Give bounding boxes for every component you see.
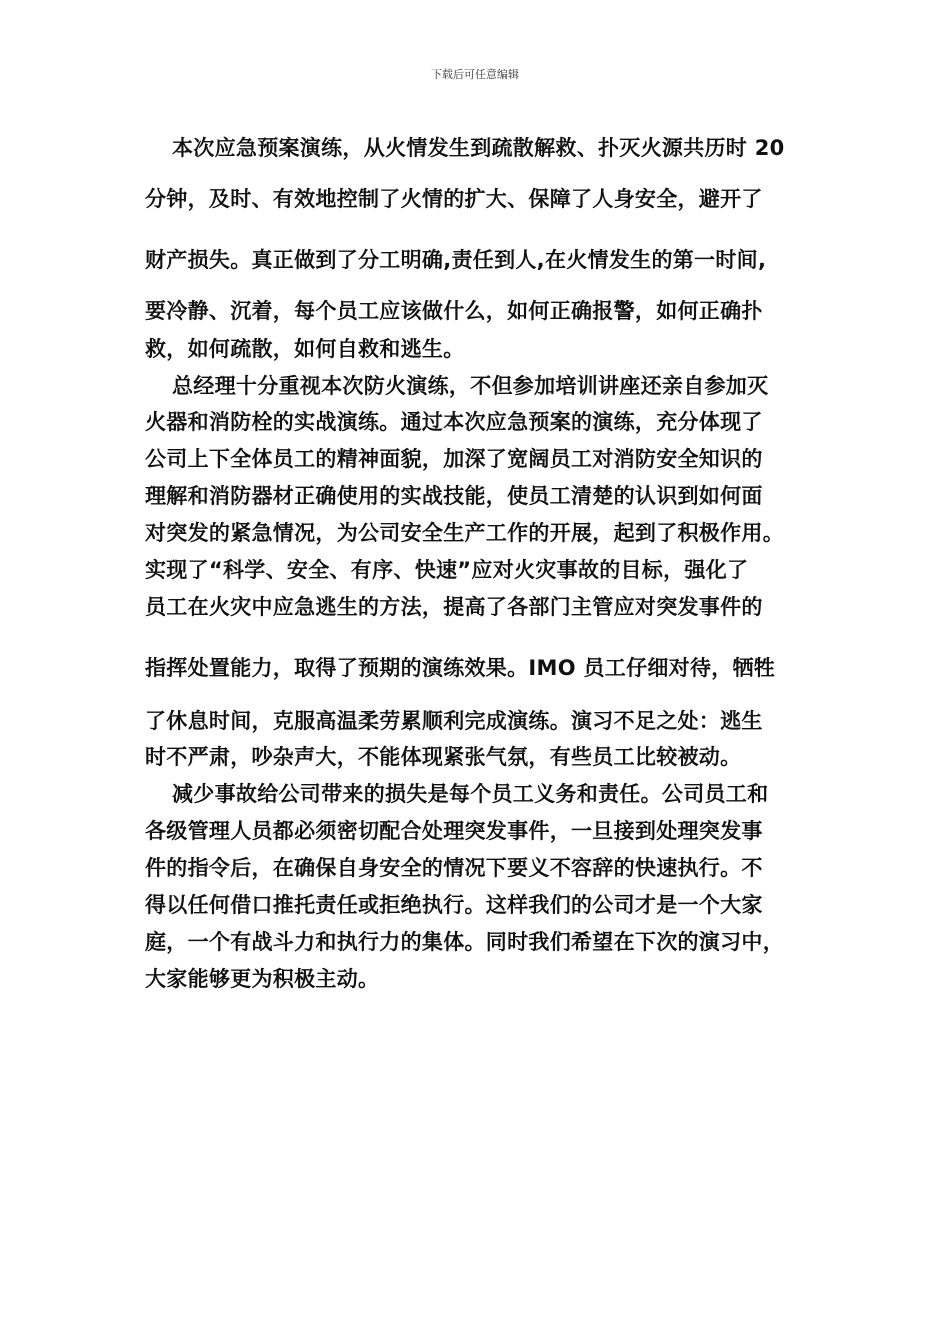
paragraph-2-line-2: 火器和消防栓的实战演练。通过本次应急预案的演练，充分体现了 bbox=[145, 410, 763, 434]
paragraph-1-line-5: 救，如何疏散，如何自救和逃生。 bbox=[145, 337, 465, 361]
paragraph-3-line-2: 各级管理人员都必须密切配合处理突发事件，一旦接到处理突发事 bbox=[145, 819, 763, 843]
paragraph-2-line-5: 对突发的紧急情况，为公司安全生产工作的开展，起到了积极作用。 bbox=[145, 521, 784, 545]
paragraph-3-line-4: 得以任何借口推托责任或拒绝执行。这样我们的公司才是一个大家 bbox=[145, 893, 763, 917]
paragraph-2-line-7: 员工在火灾中应急逃生的方法，提高了各部门主管应对突发事件的 bbox=[145, 595, 763, 619]
paragraph-1-line-2: 分钟，及时、有效地控制了火情的扩大、保障了人身安全，避开了 bbox=[145, 187, 763, 211]
paragraph-2-line-1: 总经理十分重视本次防火演练，不但参加培训讲座还亲自参加灭 bbox=[172, 374, 769, 398]
paragraph-1-line-4: 要冷静、沉着，每个员工应该做什么，如何正确报警，如何正确扑 bbox=[145, 299, 763, 323]
paragraph-1-line-1: 本次应急预案演练，从火情发生到疏散解救、扑灭火源共历时 20 bbox=[172, 136, 785, 160]
paragraph-3-line-5: 庭，一个有战斗力和执行力的集体。同时我们希望在下次的演习中， bbox=[145, 930, 784, 954]
paragraph-2-line-6: 实现了“科学、安全、有序、快速”应对火灾事故的目标，强化了 bbox=[145, 558, 749, 582]
paragraph-3-line-3: 件的指令后，在确保自身安全的情况下要义不容辞的快速执行。不 bbox=[145, 856, 763, 880]
paragraph-3-line-1: 减少事故给公司带来的损失是每个员工义务和责任。公司员工和 bbox=[172, 782, 769, 806]
paragraph-2-line-9: 了休息时间，克服高温柔劳累顺利完成演练。演习不足之处：逃生 bbox=[145, 709, 763, 733]
paragraph-2-line-3: 公司上下全体员工的精神面貌，加深了宽阔员工对消防安全知识的 bbox=[145, 447, 763, 471]
page-header: 下载后可任意编辑 bbox=[431, 68, 519, 81]
paragraph-3-line-6: 大家能够更为积极主动。 bbox=[145, 967, 380, 991]
paragraph-1-line-3: 财产损失。真正做到了分工明确,责任到人,在火情发生的第一时间, bbox=[145, 248, 767, 272]
paragraph-2-line-10: 时不严肃，吵杂声大，不能体现紧张气氛，有些员工比较被动。 bbox=[145, 745, 742, 769]
paragraph-2-line-8: 指挥处置能力，取得了预期的演练效果。IMO 员工仔细对待，牺牲 bbox=[145, 656, 776, 680]
paragraph-2-line-4: 理解和消防器材正确使用的实战技能，使员工清楚的认识到如何面 bbox=[145, 484, 763, 508]
